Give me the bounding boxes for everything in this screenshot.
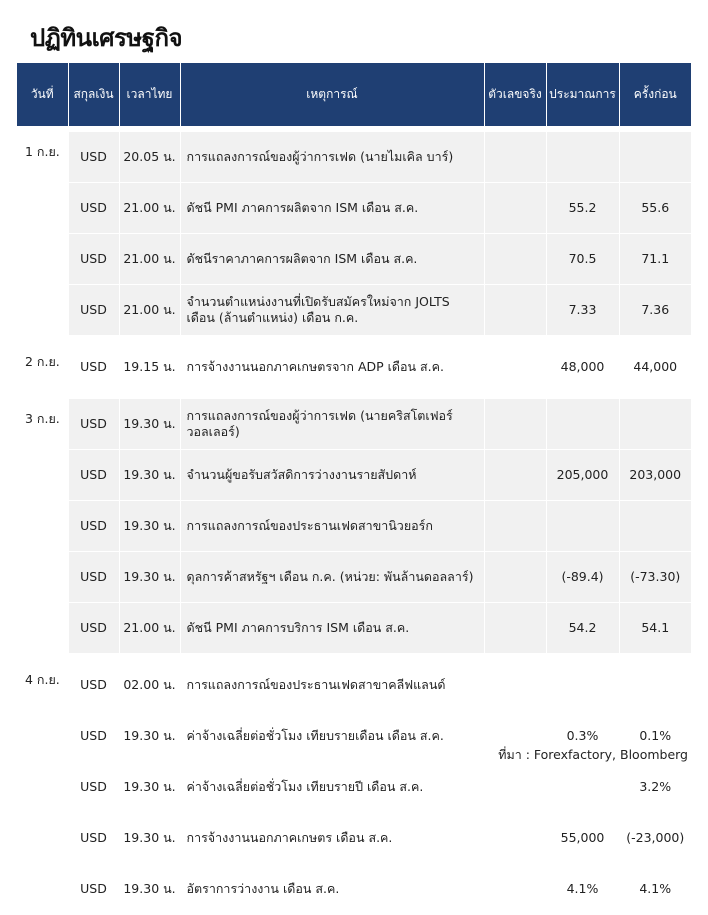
table-body (17, 126, 691, 915)
table-row (17, 762, 691, 813)
row-date: 2 ก.ย. (17, 342, 68, 393)
row-event: ค่าจ้างเฉลี่ยต่อชั่วโมง เทียบรายเดือน เดือน ส.ค. (180, 711, 484, 762)
row-time: 21.00 น. (119, 285, 180, 336)
row-time: 19.30 น. (119, 501, 180, 552)
row-time: 19.30 น. (119, 399, 180, 450)
row-time: 21.00 น. (119, 183, 180, 234)
row-date (17, 501, 68, 552)
row-event: การแถลงการณ์ของประธานเฟดสาขานิวยอร์ก (180, 501, 484, 552)
row-date (17, 762, 68, 813)
row-time: 21.00 น. (119, 234, 180, 285)
row-actual (484, 450, 546, 501)
row-currency: USD (68, 864, 119, 915)
table-row (17, 813, 691, 864)
row-actual (484, 552, 546, 603)
row-forecast: 7.33 (546, 285, 619, 336)
row-event: การจ้างงานนอกภาคเกษตรจาก ADP เดือน ส.ค. (180, 342, 484, 393)
row-date (17, 285, 68, 336)
row-event: จำนวนตำแหน่งงานที่เปิดรับสมัครใหม่จาก JOLTS เดือน (ล้านตำแหน่ง) เดือน ก.ค. (180, 285, 484, 336)
row-date (17, 603, 68, 654)
header-currency: สกุลเงิน (68, 63, 119, 126)
row-previous: 54.1 (619, 603, 691, 654)
row-currency: USD (68, 711, 119, 762)
page-title: ปฏิทินเศรษฐกิจ (30, 24, 183, 52)
row-actual (484, 342, 546, 393)
row-currency: USD (68, 234, 119, 285)
row-actual (484, 813, 546, 864)
header-forecast: ประมาณการ (546, 63, 619, 126)
row-previous: (-23,000) (619, 813, 691, 864)
row-forecast (546, 762, 619, 813)
row-previous: 7.36 (619, 285, 691, 336)
row-event: ดุลการค้าสหรัฐฯ เดือน ก.ค. (หน่วย: พันล้านดอลลาร์) (180, 552, 484, 603)
row-time: 20.05 น. (119, 132, 180, 183)
row-previous (619, 132, 691, 183)
row-currency: USD (68, 450, 119, 501)
row-time: 19.30 น. (119, 762, 180, 813)
row-time: 19.15 น. (119, 342, 180, 393)
row-forecast (546, 660, 619, 711)
row-currency: USD (68, 183, 119, 234)
row-date (17, 183, 68, 234)
row-event: ค่าจ้างเฉลี่ยต่อชั่วโมง เทียบรายปี เดือน ส.ค. (180, 762, 484, 813)
row-forecast: 55,000 (546, 813, 619, 864)
row-actual (484, 399, 546, 450)
row-previous: 4.1% (619, 864, 691, 915)
table-row (17, 132, 691, 183)
row-currency: USD (68, 603, 119, 654)
row-date: 4 ก.ย. (17, 660, 68, 711)
row-currency: USD (68, 132, 119, 183)
row-event: อัตราการว่างงาน เดือน ส.ค. (180, 864, 484, 915)
row-previous (619, 660, 691, 711)
table-row (17, 285, 691, 336)
row-previous: 203,000 (619, 450, 691, 501)
row-date: 1 ก.ย. (17, 132, 68, 183)
row-forecast: (-89.4) (546, 552, 619, 603)
row-currency: USD (68, 813, 119, 864)
row-time: 19.30 น. (119, 864, 180, 915)
row-time: 19.30 น. (119, 813, 180, 864)
table-header-row (17, 63, 691, 126)
row-previous: 55.6 (619, 183, 691, 234)
row-previous: (-73.30) (619, 552, 691, 603)
row-previous (619, 399, 691, 450)
header-previous: ครั้งก่อน (619, 63, 691, 126)
row-event: ดัชนี PMI ภาคการผลิตจาก ISM เดือน ส.ค. (180, 183, 484, 234)
header-event: เหตุการณ์ (180, 63, 484, 126)
row-actual (484, 864, 546, 915)
row-currency: USD (68, 285, 119, 336)
row-actual (484, 132, 546, 183)
row-forecast: 70.5 (546, 234, 619, 285)
row-currency: USD (68, 552, 119, 603)
row-event: การจ้างงานนอกภาคเกษตร เดือน ส.ค. (180, 813, 484, 864)
row-forecast: 55.2 (546, 183, 619, 234)
row-date (17, 552, 68, 603)
row-actual (484, 501, 546, 552)
row-currency: USD (68, 501, 119, 552)
header-actual: ตัวเลขจริง (484, 63, 546, 126)
row-previous: 44,000 (619, 342, 691, 393)
header-date: วันที่ (17, 63, 68, 126)
table-row (17, 660, 691, 711)
row-date (17, 711, 68, 762)
row-event: ดัชนี PMI ภาคการบริการ ISM เดือน ส.ค. (180, 603, 484, 654)
header-time: เวลาไทย (119, 63, 180, 126)
row-currency: USD (68, 399, 119, 450)
row-date (17, 813, 68, 864)
row-actual (484, 762, 546, 813)
row-time: 19.30 น. (119, 552, 180, 603)
row-previous: 0.1% (619, 711, 691, 762)
table-row (17, 864, 691, 915)
row-event: ดัชนีราคาภาคการผลิตจาก ISM เดือน ส.ค. (180, 234, 484, 285)
row-currency: USD (68, 342, 119, 393)
row-time: 19.30 น. (119, 450, 180, 501)
row-actual (484, 603, 546, 654)
row-forecast: 0.3% (546, 711, 619, 762)
table-row (17, 603, 691, 654)
row-currency: USD (68, 762, 119, 813)
table-row (17, 450, 691, 501)
row-event: จำนวนผู้ขอรับสวัสดิการว่างงานรายสัปดาห์ (180, 450, 484, 501)
source-note: ที่มา : Forexfactory, Bloomberg (498, 747, 688, 762)
row-previous: 71.1 (619, 234, 691, 285)
row-date (17, 864, 68, 915)
row-forecast: 205,000 (546, 450, 619, 501)
row-forecast (546, 501, 619, 552)
row-time: 19.30 น. (119, 711, 180, 762)
row-date (17, 234, 68, 285)
row-event: การแถลงการณ์ของผู้ว่าการเฟด (นายไมเคิล บาร์) (180, 132, 484, 183)
row-actual (484, 660, 546, 711)
row-previous (619, 501, 691, 552)
table-row (17, 399, 691, 450)
row-date (17, 450, 68, 501)
row-actual (484, 234, 546, 285)
row-currency: USD (68, 660, 119, 711)
row-forecast (546, 132, 619, 183)
economic-calendar-table (17, 63, 691, 915)
table-row (17, 501, 691, 552)
row-date: 3 ก.ย. (17, 399, 68, 450)
table-row (17, 234, 691, 285)
row-forecast: 54.2 (546, 603, 619, 654)
row-forecast: 48,000 (546, 342, 619, 393)
row-actual (484, 285, 546, 336)
row-event: การแถลงการณ์ของผู้ว่าการเฟด (นายคริสโตเฟอร์ วอลเลอร์) (180, 399, 484, 450)
row-event: การแถลงการณ์ของประธานเฟดสาขาคลีฟแลนด์ (180, 660, 484, 711)
table-row (17, 342, 691, 393)
row-forecast: 4.1% (546, 864, 619, 915)
table-row (17, 183, 691, 234)
table-row (17, 552, 691, 603)
row-previous: 3.2% (619, 762, 691, 813)
row-time: 21.00 น. (119, 603, 180, 654)
row-time: 02.00 น. (119, 660, 180, 711)
row-forecast (546, 399, 619, 450)
row-actual (484, 183, 546, 234)
